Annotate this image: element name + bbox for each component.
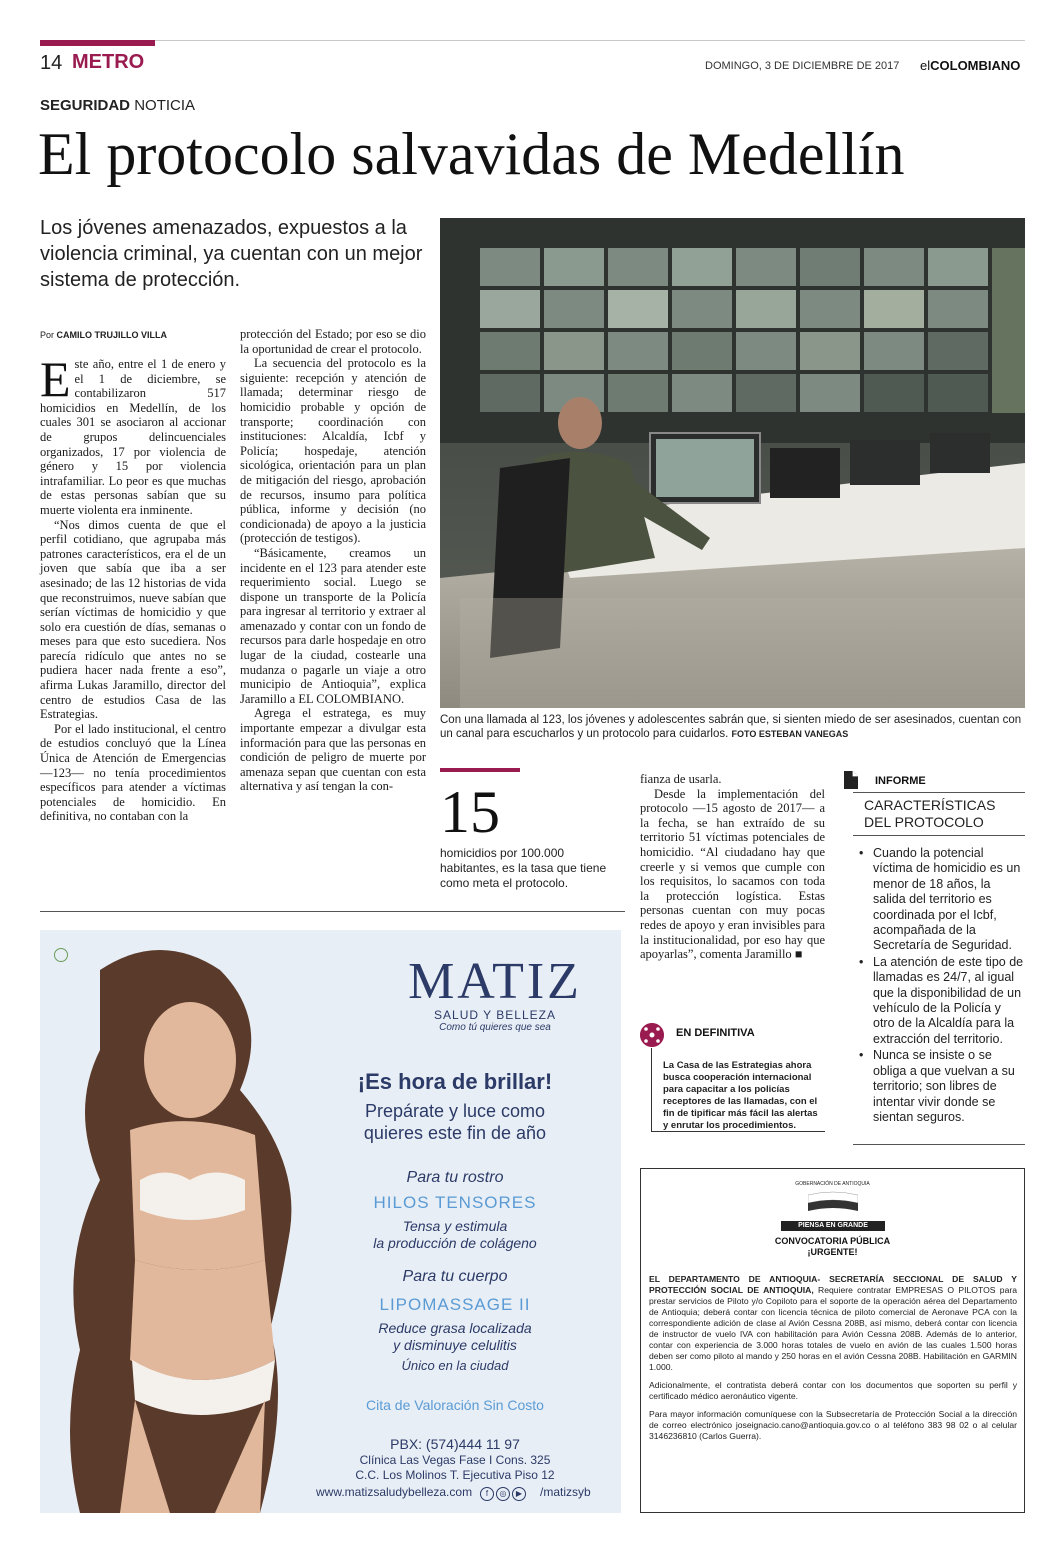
masthead xyxy=(920,58,1020,73)
convocatoria-body xyxy=(649,1274,1017,1449)
paragraph: Adicionalmente, el contratista deberá contar con los documentos que soporten su perfil y certificado médico aeronáutico vigente. xyxy=(649,1380,1017,1401)
informe-title-line: CARACTERÍSTICAS xyxy=(864,797,996,813)
divider xyxy=(40,911,625,912)
paragraph-text: Requiere contratar EMPRESAS O PILOTOS para prestar servicios de Piloto y/o Copiloto para el soporte de la operación aérea del Departamento de Antioquia; deberá contar con licencia técnica de piloto comercial de Aeronave PCA con la correspondiente adición de clase al Avión Cessna 208B, así mismo, deberá contar con licencia de instructor de vuelo IVA con habilitación para Avión Cessna 208B. Además de lo anterior, contar con experiencia de 3.000 horas totales de vuelo en avión de las cuales 1.500 horas deben ser como piloto al mando y 250 horas en el avión Cessna 208B. Habilitación en GARMIN 1.000. xyxy=(649,1285,1017,1372)
ad-description-line: Reduce grasa localizada xyxy=(378,1320,532,1336)
video-wall xyxy=(440,218,1025,443)
convocatoria-title-line: CONVOCATORIA PÚBLICA xyxy=(774,1236,891,1246)
ad-description-line: Tensa y estimula xyxy=(402,1218,508,1234)
paragraph: fianza de usarla. xyxy=(640,772,722,786)
paragraph-bold: EL DEPARTAMENTO DE ANTIOQUIA- SECRETARÍA SECCIONAL DE SALUD Y PROTECCIÓN SOCIAL DE ANTIOQUIA, xyxy=(649,1274,1017,1295)
ad-address: Clínica Las Vegas Fase I Cons. 325 xyxy=(359,1453,551,1467)
ad-unico: Único en la ciudad xyxy=(401,1358,509,1373)
article-column-4 xyxy=(640,772,825,962)
photo-caption xyxy=(440,713,1025,741)
convocatoria-title-line: ¡URGENTE! xyxy=(807,1247,858,1257)
ad-website-link[interactable]: www.matizsaludybelleza.com xyxy=(316,1485,473,1499)
ad-social-handle: /matizsyb xyxy=(540,1485,591,1499)
divider xyxy=(853,835,1025,836)
dropcap: E xyxy=(40,351,71,407)
piensa-en-grande-banner: PIENSA EN GRANDE xyxy=(781,1221,885,1231)
definitiva-text: La Casa de las Estrategias ahora busca cooperación internacional para capacitar a los policías receptores de las llamadas, con el fin de tipificar más fácil las alertas y enrutar los procedimientos. xyxy=(663,1060,818,1131)
divider xyxy=(853,1144,1025,1145)
matiz-logo-subtitle: SALUD Y BELLEZA xyxy=(434,1008,556,1022)
ad-hilos-tensores: HILOS TENSORES xyxy=(373,1193,537,1212)
convocatoria-title xyxy=(641,1236,1024,1258)
target-icon xyxy=(640,1023,664,1047)
paragraph: protección del Estado; por eso se dio la oportunidad de crear el protocolo. xyxy=(240,327,426,356)
informe-title xyxy=(864,797,995,831)
page-number: 14 xyxy=(40,52,63,74)
ad-description-line: la producción de colágeno xyxy=(373,1235,537,1251)
ad-phone[interactable]: PBX: (574)444 11 97 xyxy=(390,1436,520,1452)
informe-title-line: DEL PROTOCOLO xyxy=(864,814,984,830)
list-item: • Cuando la potencial víctima de homicidio es un menor de 18 años, la salida del territorio es coordinada por el Icbf, acompañada de la Secretaría de Seguridad. xyxy=(857,846,1025,954)
social-icons xyxy=(480,1483,528,1501)
ad-subheadline-line: Prepárate y luce como xyxy=(364,1101,546,1121)
paragraph: Para mayor información comuníquese con la Subsecretaría de Protección Social a la dirección de correo electrónico joseignacio.cano@antioquia.gov.co o al teléfono 383 98 02 o al celular 3146236810 (Carlos Guerra). xyxy=(649,1409,1017,1441)
stat-accent-rule xyxy=(440,768,520,772)
paragraph: Desde la implementación del protocolo —15 agosto de 2017— a la fecha, se han extraído de su territorio 51 víctimas potenciales de homicidio. “Al ciudadano hay que creerle y si vemos que cumple con los requisitos, lo sacamos con toda la protección logística. Estas personas cuentan con muy pocas redes de apoyo y eran invisibles para la institucionalidad, por eso hay que apoyarlas”, comenta Jaramillo ■ xyxy=(640,786,825,962)
paragraph: La secuencia del protocolo es la siguiente: recepción y atención de llamada; determinar riesgo de homicidio probable y opción de transporte; coordinación con instituciones: Alcaldía, Icbf y Policía; hospedaje, atención sicológica, orientación para un plan de mitigación del riesgo, aprobación de recursos, insumo para política pública, informe y decisión (no condicionada) de apoyo a la justicia (protección de testigos). xyxy=(240,356,426,546)
youtube-icon[interactable]: ▶ xyxy=(512,1487,526,1501)
paragraph: “Básicamente, creamos un incidente en el 123 para atender este requerimiento social. Luego se dispone un transporte de la Policía para ingresar al territorio y extraer al amenazado y contar con un fondo de recursos para darle hospedaje en otro lugar de la ciudad, costearle una mudanza o pagarle un viaje a otro municipio de Antioquia”, explica Jaramillo a EL COLOMBIANO. xyxy=(240,545,426,706)
kicker xyxy=(40,97,195,114)
article-photo xyxy=(440,218,1025,708)
paragraph: Por el lado institucional, el centro de estudios concluyó que la Línea Única de Atención de Emergencias —123— no tenía procedimientos específicos para atender a víctimas potenciales de homicidio. En definitiva, no contaban con la xyxy=(40,721,226,824)
matiz-logo: MATIZ xyxy=(408,953,582,1010)
article-column-1 xyxy=(40,351,226,824)
kicker-topic: SEGURIDAD xyxy=(40,97,131,114)
antioquia-flag-logo xyxy=(808,1189,858,1217)
byline-author: CAMILO TRUJILLO VILLA xyxy=(56,330,168,340)
ad-subheadline xyxy=(290,1100,620,1144)
section-color-bar xyxy=(40,40,155,46)
section-name: METRO xyxy=(72,51,145,73)
article-column-2 xyxy=(240,327,426,794)
top-rule xyxy=(40,40,1025,41)
informe-list xyxy=(857,846,1025,1126)
masthead-prefix: el xyxy=(920,58,931,73)
masthead-name: COLOMBIANO xyxy=(930,58,1021,73)
paragraph xyxy=(649,1274,1017,1373)
certification-seal-icon xyxy=(54,948,68,962)
ad-hilos-description xyxy=(290,1218,620,1252)
headline: El protocolo salvavidas de Medellín xyxy=(38,121,905,187)
ad-rostro-label: Para tu rostro xyxy=(406,1169,504,1186)
ad-description-line: y disminuye celulitis xyxy=(393,1337,517,1353)
ad-lipo-description xyxy=(290,1320,620,1354)
deck: Los jóvenes amenazados, expuestos a la violencia criminal, ya cuentan con un mejor sistema de protección. xyxy=(40,217,423,291)
caption-text: Con una llamada al 123, los jóvenes y adolescentes sabrán que, si sienten miedo de ser asesinados, cuentan con un canal para escucharlos y un protocolo para cuidarlos. xyxy=(440,714,1022,740)
gov-name: GOBERNACIÓN DE ANTIOQUIA xyxy=(795,1181,870,1187)
ad-address: C.C. Los Molinos T. Ejecutiva Piso 12 xyxy=(355,1468,555,1482)
photo-credit: FOTO ESTEBAN VANEGAS xyxy=(731,729,849,739)
ad-subheadline-line: quieres este fin de año xyxy=(363,1123,547,1143)
instagram-icon[interactable]: ◎ xyxy=(496,1487,510,1501)
byline-prefix: Por xyxy=(40,330,55,340)
list-item: • La atención de este tipo de llamadas es 24/7, al igual que la disponibilidad de un vehículo de la Policía y otro de la Alcaldía para la extracción del territorio. xyxy=(857,955,1025,1047)
convocatoria-notice xyxy=(640,1168,1025,1513)
ad-headline: ¡Es hora de brillar! xyxy=(357,1069,553,1094)
paragraph-text: ste año, entre el 1 de enero y el 1 de diciembre, se contabilizaron 517 homicidios en Medellín, de los cuales 301 se asociaron al accionar de grupos delincuenciales organizados, 17 por violencia de género y 15 por violencia intrafamiliar. Lo peor es que muchas de estas personas sabían que su muerte violenta era inminente. xyxy=(40,357,226,517)
stat-description: homicidios por 100.000 habitantes, es la tasa que tiene como meta el protocolo. xyxy=(440,846,607,890)
paragraph: “Nos dimos cuenta de que el perfil cotidiano, que agrupaba más patrones característicos, era el de un joven que sabía que iba a ser asesinado; de las 12 historias de vida que reconstruimos, nueve sabían que serían víctimas de homicidio y que solo era cuestión de días, semanas o meses para que esto sucediera. Nos parecía ridículo que antes no se pudiera hacer nada frente a eso”, afirma Lukas Jaramillo, director del centro de estudios Casa de las Estrategias. xyxy=(40,517,226,722)
definitiva-label: EN DEFINITIVA xyxy=(676,1027,755,1039)
document-icon xyxy=(843,770,859,790)
matiz-advertisement[interactable] xyxy=(40,930,621,1513)
divider xyxy=(651,1048,652,1132)
paragraph: Agrega el estratega, es muy importante empezar a divulgar esta información para que las personas en condición de peligro de muerte por amenaza sepan que cuentan con esta alternativa y así tengan la con- xyxy=(240,706,426,794)
matiz-tagline: Como tú quieres que sea xyxy=(439,1022,551,1033)
paragraph xyxy=(40,351,226,518)
byline xyxy=(40,330,167,340)
kicker-type: NOTICIA xyxy=(134,97,196,114)
informe-label: INFORME xyxy=(875,775,926,787)
issue-date: DOMINGO, 3 DE DICIEMBRE DE 2017 xyxy=(705,60,900,72)
stat-number: 15 xyxy=(440,779,500,845)
list-item: • Nunca se insiste o se obliga a que vuelvan a su territorio; son libres de intentar vivir donde se sientan seguros. xyxy=(857,1048,1025,1125)
ad-lipomassage: LIPOMASSAGE II xyxy=(379,1295,531,1314)
ad-cuerpo-label: Para tu cuerpo xyxy=(402,1268,508,1285)
divider xyxy=(853,792,1025,793)
facebook-icon[interactable]: f xyxy=(480,1487,494,1501)
ad-cita: Cita de Valoración Sin Costo xyxy=(366,1397,544,1413)
